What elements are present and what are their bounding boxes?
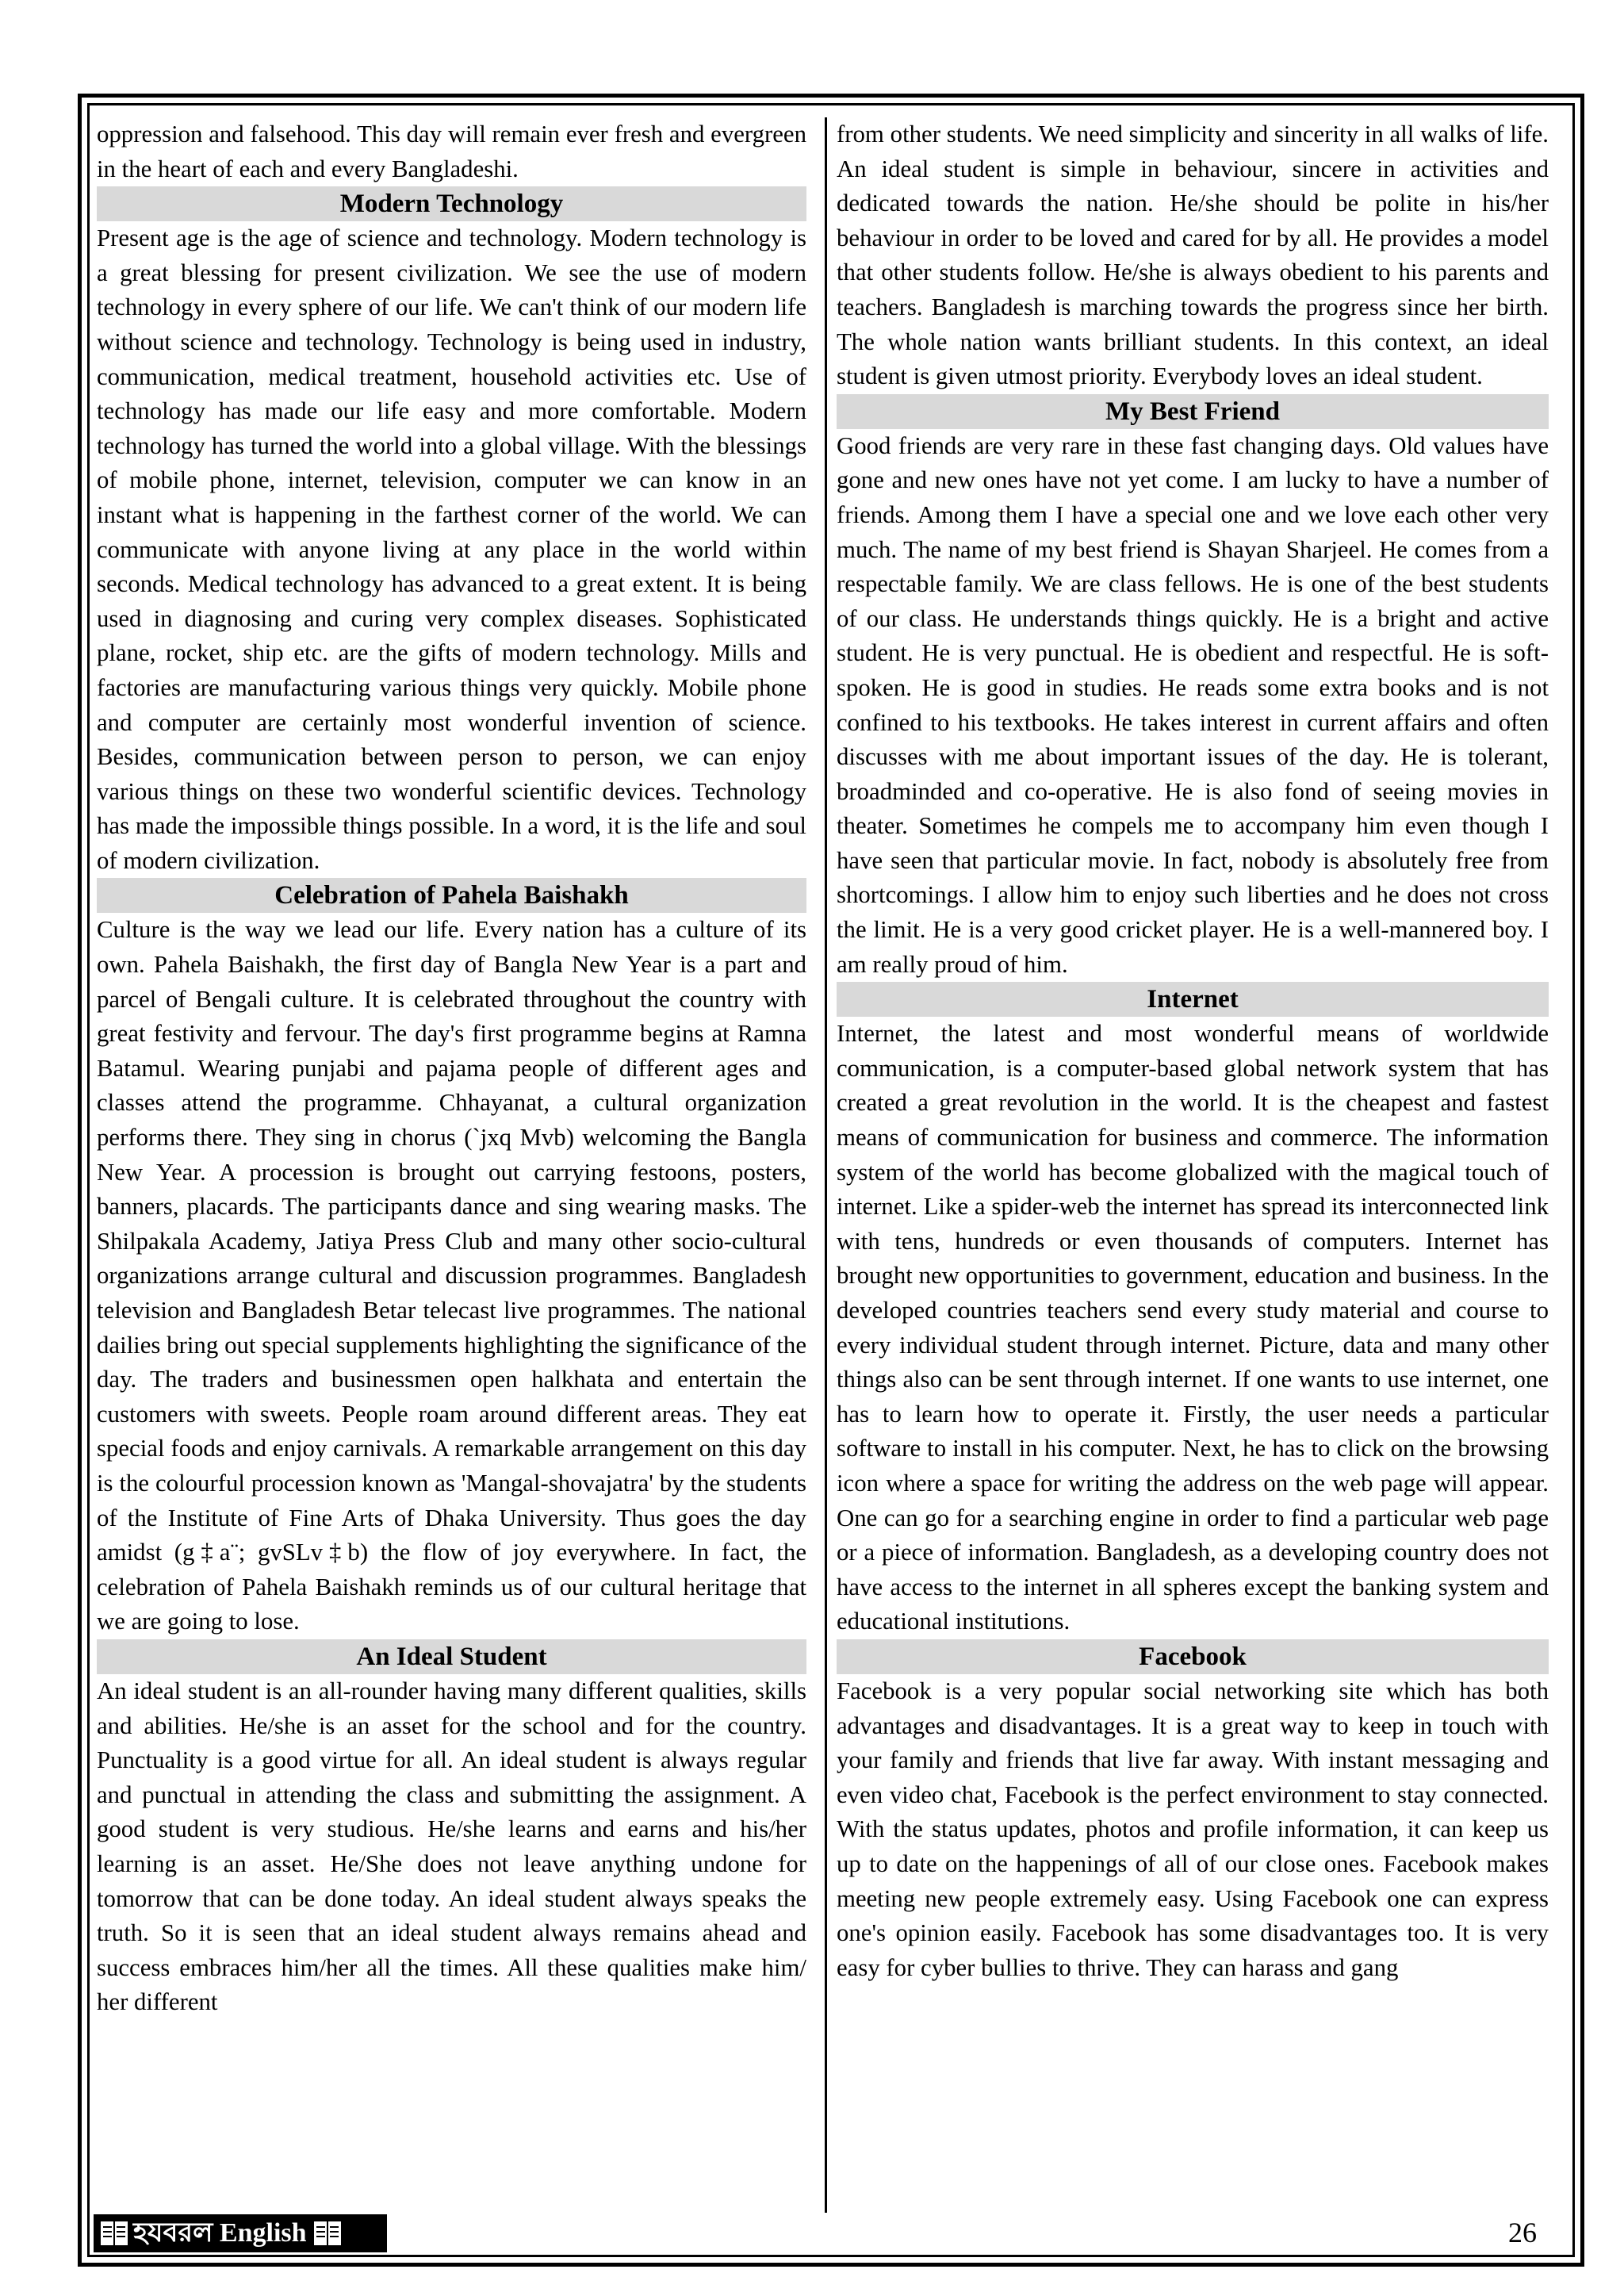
right-column [837,117,1549,2213]
paragraph-facebook: Facebook is a very popular social networking site which has both advantages and disadvantages. It is a great way to keep in touch with your family and friends that live far away. With instant messaging and even video chat, Facebook is the perfect environment to stay connected. With the status updates, photos and profile information, it can keep us up to date on the happenings of all of our close ones. Facebook makes meeting new people extremely easy. Using Facebook one can express one's opinion easily. Facebook has some disadvantages too. It is very easy for cyber bullies to thrive. They can harass and gang [837,1677,1549,1981]
book-icon [100,2220,128,2247]
heading-internet: Internet [837,982,1549,1017]
paragraph-continued: oppression and falsehood. This day will remain ever fresh and evergreen in the heart of each and every Bangladeshi. [97,121,806,182]
paragraph-ideal-student: An ideal student is an all-rounder having many different qualities, skills and abilities. He/she is an asset for the school and for the country. Punctuality is a good virtue for all. An ideal student is always regular and punctual in attending the class and submitting the assignment. A good student is very studious. He/she learns and earns and his/her learning is an asset. He/She does not leave anything undone for tomorrow that can be done today. An ideal student always speaks the truth. So it is seen that an ideal student always remains ahead and success embraces him/her all the times. All these qualities make him/ her different [97,1677,806,2016]
book-icon [313,2220,342,2247]
left-column [97,117,806,2213]
paragraph-best-friend: Good friends are very rare in these fast changing days. Old values have gone and new ones have not yet come. I am lucky to have a number of friends. Among them I have a special one and we love each other very much. The name of my best friend is Shayan Sharjeel. He comes from a respectable family. We are class fellows. He is one of the best students of our class. He understands things quickly. He is a bright and active student. He is very punctual. He is obedient and respectful. He is soft-spoken. He is good in studies. He reads some extra books and is not confined to his textbooks. He takes interest in current affairs and often discusses with me about important issues of the day. He is tolerant, broadminded and co-operative. He is also fond of seeing movies in theater. Sometimes he compels me to accompany him even though I have seen that particular movie. In fact, nobody is absolutely free from shortcomings. I allow him to enjoy such liberties and he does not cross the limit. He is a very good cricket player. He is a well-mannered boy. I am really proud of him. [837,431,1549,978]
page-number: 26 [1508,2217,1537,2248]
heading-pahela-baishakh: Celebration of Pahela Baishakh [97,878,806,913]
paragraph-modern-technology: Present age is the age of science and technology. Modern technology is a great blessing for present civilization. We see the use of modern technology in every sphere of our life. We can't think of our modern life without science and technology. Technology is being used in industry, communication, medical treatment, household activities etc. Use of technology has made our life easy and more comfortable. Modern technology has turned the world into a global village. With the blessings of mobile phone, internet, television, computer we can know in an instant what is happening in the farthest corner of the world. We can communicate with anyone living at any place in the world within seconds. Medical technology has advanced to a great extent. It is being used in diagnosing and curing very complex diseases. Sophisticated plane, rocket, ship etc. are the gifts of modern technology. Mills and factories are manufacturing various things very quickly. Mobile phone and computer are certainly most wonderful invention of science. Besides, communication between person to person, we can enjoy various things on these two wonderful scientific devices. Technology has made the impossible things possible. In a word, it is the life and soul of modern civilization. [97,224,806,874]
heading-facebook: Facebook [837,1639,1549,1674]
heading-ideal-student: An Ideal Student [97,1639,806,1674]
footer-brand-text: হযবরল English [133,2218,307,2248]
paragraph-pahela-baishakh: Culture is the way we lead our life. Every nation has a culture of its own. Pahela Baishakh, the first day of Bangla New Year is a part and parcel of Bengali culture. It is celebrated throughout the country with great festivity and fervour. The day's first programme begins at Ramna Batamul. Wearing punjabi and pajama people of different ages and classes attend the programme. Chhayanat, a cultural organization performs there. They sing in chorus (`jxq Mvb) welcoming the Bangla New Year. A procession is brought out carrying festoons, posters, banners, placards. The participants dance and sing wearing masks. The Shilpakala Academy, Jatiya Press Club and many other socio-cultural organizations arrange cultural and discussion programmes. Bangladesh television and Bangladesh Betar telecast live programmes. The national dailies bring out special supplements highlighting the significance of the day. The traders and businessmen open halkhata and entertain the customers with sweets. People roam around different areas. They eat special foods and enjoy carnivals. A remarkable arrangement on this day is the colourful procession known as 'Mangal-shovajatra' by the students of the Institute of Fine Arts of Dhaka University. Thus goes the day amidst (g‡a¨; gvSLv‡b) the flow of joy everywhere. In fact, the celebration of Pahela Baishakh reminds us of our cultural heritage that we are going to lose. [97,916,806,1635]
heading-best-friend: My Best Friend [837,394,1549,429]
heading-modern-technology: Modern Technology [97,186,806,221]
footer-brand [94,2214,387,2252]
paragraph-ideal-student-continued: from other students. We need simplicity and sincerity in all walks of life. An ideal student is simple in behaviour, sincere in activities and dedicated towards the nation. He/she should be polite in his/her behaviour in order to be loved and cared for by all. He provides a model that other students follow. He/she is always obedient to his parents and teachers. Bangladesh is marching towards the progress since her birth. The whole nation wants brilliant students. In this context, an ideal student is given utmost priority. Everybody loves an ideal student. [837,121,1549,390]
paragraph-internet: Internet, the latest and most wonderful means of worldwide communication, is a computer-based global network system that has created a great revolution in the world. It is the cheapest and fastest means of communication for business and commerce. The information system of the world has become globalized with the magical touch of internet. Like a spider-web the internet has spread its interconnected link with tens, hundreds or even thousands of computers. Internet has brought new opportunities to government, education and business. In the developed countries teachers send every study material and course to every individual student through internet. Picture, data and many other things also can be sent through internet. If one wants to use internet, one has to learn how to operate it. Firstly, the user needs a particular software to install in his computer. Next, he has to click on the browsing icon where a space for writing the address on the web page will appear. One can go for a searching engine in order to find a particular web page or a piece of information. Bangladesh, as a developing country does not have access to the internet in all spheres except the banking system and educational institutions. [837,1020,1549,1635]
column-divider [825,117,827,2213]
